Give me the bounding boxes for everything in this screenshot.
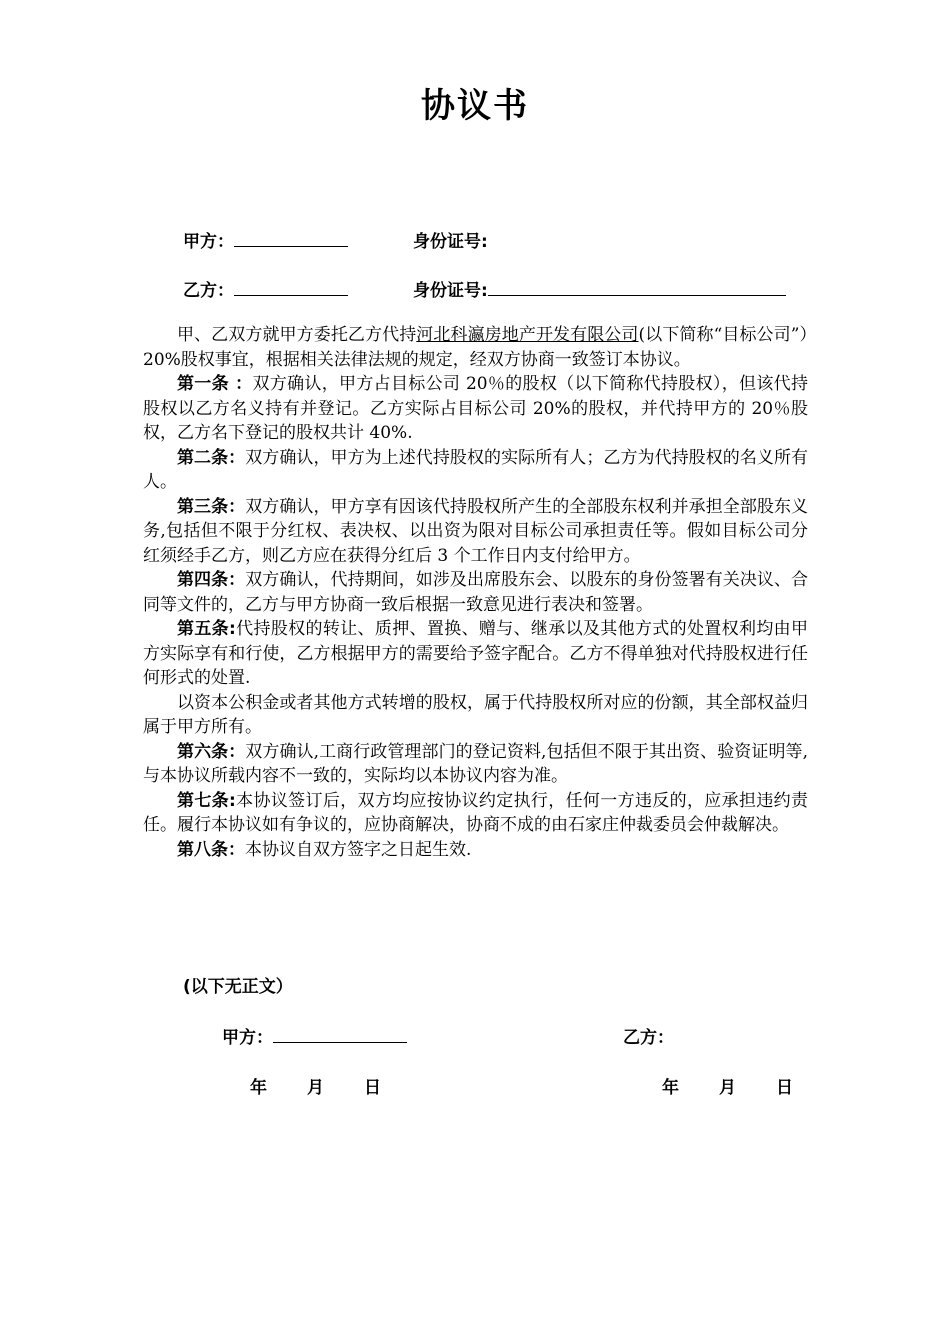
day-label: 日 [776, 1078, 793, 1098]
party-a-line [183, 227, 348, 252]
clause-title: 第六条： [177, 741, 246, 762]
clause-text: 双方确认,工商行政管理部门的登记资料,包括但不限于其出资、验资证明等,与本协议所载内容不一致的，实际均以本协议内容为准。 [143, 741, 808, 786]
party-b-line [183, 276, 348, 301]
party-a-id-label: 身份证号: [413, 232, 488, 252]
sign-party-a [222, 1023, 407, 1048]
agreement-body [143, 323, 808, 862]
party-a-id-line [413, 227, 488, 252]
clause-text: 双方确认，代持期间，如涉及出席股东会、以股东的身份签署有关决议、合同等文件的，乙方与甲方协商一致后根据一致意见进行表决和签署。 [143, 570, 809, 615]
no-more-text: (以下无正文） [183, 977, 293, 997]
clause-text: 代持股权的转让、质押、置换、赠与、继承以及其他方式的处置权利均由甲方实际享有和行使，乙方根据甲方的需要给予签字配合。乙方不得单独对代持股权进行任何形式的处置. [143, 619, 808, 688]
month-label: 月 [719, 1078, 736, 1098]
clause-title: 第四条： [177, 570, 246, 590]
party-b-label: 乙方： [183, 281, 234, 301]
sign-party-b [623, 1023, 674, 1048]
clause-text: 本协议签订后，双方均应按协议约定执行，任何一方违反的，应承担违约责任。履行本协议如有争议的，应协商解决，协商不成的由石家庄仲裁委员会仲裁解决。 [143, 790, 808, 835]
clause-3 [143, 495, 808, 569]
clause-text: 双方确认，甲方享有因该代持股权所产生的全部股东权利并承担全部股东义务,包括但不限于分红权、表决权、以出资为限对目标公司承担责任等。假如目标公司分红须经手乙方，则乙方应在获得分红后 3 个工作日内支付给甲方。 [143, 496, 809, 566]
party-b-name-blank[interactable] [234, 279, 348, 296]
clause-title: 第一条 ： [177, 374, 253, 394]
party-b-id-line [413, 276, 786, 301]
clause-title: 第八条： [177, 839, 245, 860]
clause-2 [143, 446, 808, 495]
year-label: 年 [662, 1078, 679, 1098]
sign-party-b-label: 乙方： [623, 1028, 674, 1048]
year-label: 年 [250, 1078, 267, 1098]
clause-text: 双方确认，甲方为上述代持股权的实际所有人；乙方为代持股权的名义所有人。 [143, 447, 809, 492]
sign-party-a-label: 甲方： [222, 1028, 273, 1048]
clause-title: 第五条: [177, 619, 236, 639]
clause-title: 第二条： [177, 447, 246, 468]
sign-date-b [662, 1073, 793, 1098]
intro-paragraph [143, 323, 808, 372]
sign-date-a [250, 1073, 381, 1098]
clause-7 [143, 789, 808, 838]
target-company-name: 河北科瀛房地产开发有限公司 [416, 325, 639, 345]
party-b-id-blank[interactable] [488, 279, 786, 296]
intro-text-2: (以下简称“目标公司”）20%股权事宜，根据相关法律法规的规定，经双方协商一致签订本协议。 [143, 325, 809, 370]
day-label: 日 [364, 1078, 381, 1098]
clause-title: 第三条： [177, 496, 246, 517]
clause-text: 双方确认，甲方占目标公司 20％的股权（以下简称代持股权），但该代持股权以乙方名义持有并登记。乙方实际占目标公司 20%的股权，并代持甲方的 20％股权，乙方名下登记的股权共计 40%. [143, 374, 808, 443]
party-b-id-label: 身份证号: [413, 281, 488, 301]
clause-6 [143, 740, 808, 789]
extra-paragraph: 以资本公积金或者其他方式转增的股权，属于代持股权所对应的份额，其全部权益归属于甲方所有。 [143, 692, 808, 737]
clause-1 [143, 372, 808, 446]
intro-text-1: 甲、乙双方就甲方委托乙方代持 [177, 325, 417, 345]
clause-8 [143, 838, 808, 863]
party-a-name-blank[interactable] [234, 230, 348, 247]
party-a-label: 甲方： [183, 232, 234, 252]
sign-party-a-blank[interactable] [273, 1026, 407, 1043]
clause-title: 第七条: [177, 790, 236, 811]
month-label: 月 [307, 1078, 324, 1098]
clause-4 [143, 568, 808, 617]
clause-5 [143, 617, 808, 691]
document-title: 协议书 [421, 86, 529, 126]
clause-text: 本协议自双方签字之日起生效. [245, 839, 472, 860]
